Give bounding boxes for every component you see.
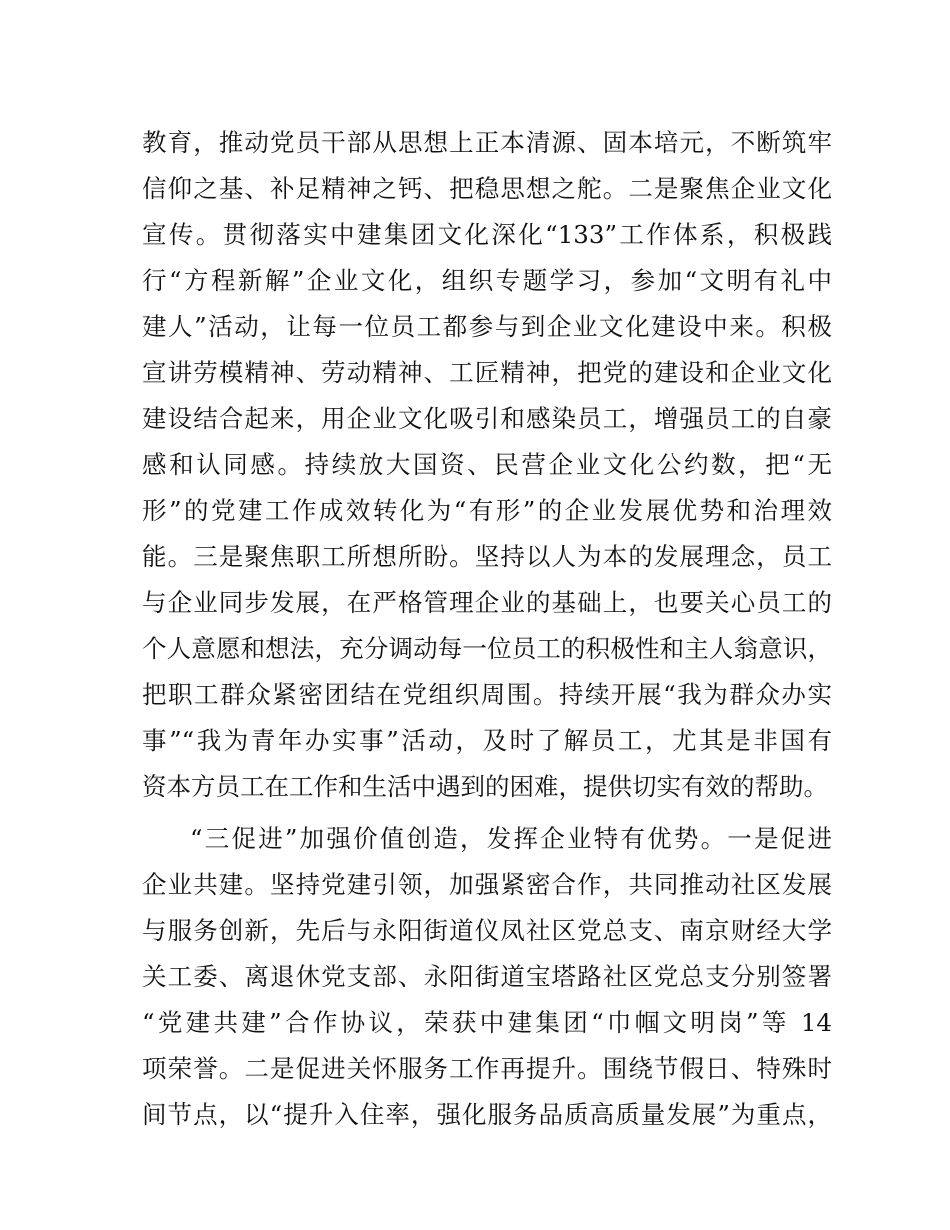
paragraph-line: 建设结合起来，用企业文化吸引和感染员工，增强员工的自豪 bbox=[142, 404, 832, 433]
paragraph-line: 事”“我为青年办实事”活动，及时了解员工，尤其是非国有 bbox=[142, 726, 832, 755]
paragraph-line: 建人”活动，让每一位员工都参与到企业文化建设中来。积极 bbox=[142, 312, 832, 341]
paragraph-line: 教育，推动党员干部从思想上正本清源、固本培元，不断筑牢 bbox=[142, 128, 832, 157]
paragraph-line: 个人意愿和想法，充分调动每一位员工的积极性和主人翁意识， bbox=[142, 634, 832, 663]
paragraph-line: 信仰之基、补足精神之钙、把稳思想之舵。二是聚焦企业文化 bbox=[142, 174, 832, 203]
paragraph-line: 感和认同感。持续放大国资、民营企业文化公约数，把“无 bbox=[142, 450, 832, 479]
paragraph-line: 能。三是聚焦职工所想所盼。坚持以人为本的发展理念，员工 bbox=[142, 542, 832, 571]
paragraph-line: 企业共建。坚持党建引领，加强紧密合作，共同推动社区发展 bbox=[142, 870, 832, 899]
paragraph-line: 与服务创新，先后与永阳街道仪凤社区党总支、南京财经大学 bbox=[142, 916, 832, 945]
paragraph-line: 宣讲劳模精神、劳动精神、工匠精神，把党的建设和企业文化 bbox=[142, 358, 832, 387]
paragraph-line: 与企业同步发展，在严格管理企业的基础上，也要关心员工的 bbox=[142, 588, 832, 617]
paragraph-line: 行“方程新解”企业文化，组织专题学习，参加“文明有礼中 bbox=[142, 266, 832, 295]
paragraph-line: “党建共建”合作协议，荣获中建集团“巾帼文明岗”等 14 bbox=[142, 1008, 832, 1037]
paragraph-line: 把职工群众紧密团结在党组织周围。持续开展“我为群众办实 bbox=[142, 680, 832, 709]
paragraph-line: 形”的党建工作成效转化为“有形”的企业发展优势和治理效 bbox=[142, 496, 832, 525]
paragraph-line: 项荣誉。二是促进关怀服务工作再提升。围绕节假日、特殊时 bbox=[142, 1054, 832, 1083]
paragraph-line: 资本方员工在工作和生活中遇到的困难，提供切实有效的帮助。 bbox=[142, 772, 828, 801]
paragraph-line: “三促进”加强价值创造，发挥企业特有优势。一是促进 bbox=[190, 824, 832, 853]
paragraph-line: 宣传。贯彻落实中建集团文化深化“133”工作体系，积极践 bbox=[142, 220, 832, 249]
paragraph-2 bbox=[142, 816, 832, 1138]
paragraph-1 bbox=[142, 120, 832, 810]
paragraph-line: 间节点，以“提升入住率，强化服务品质高质量发展”为重点， bbox=[142, 1100, 832, 1129]
paragraph-line: 关工委、离退休党支部、永阳街道宝塔路社区党总支分别签署 bbox=[142, 962, 832, 991]
body-text bbox=[142, 120, 832, 1138]
